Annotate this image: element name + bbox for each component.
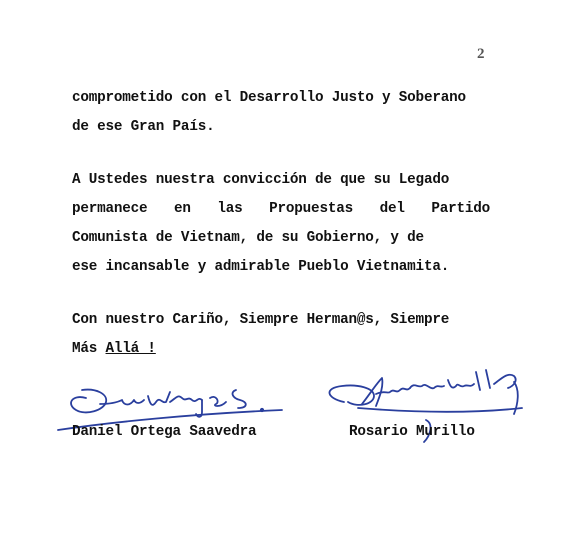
paragraph-legacy	[72, 166, 490, 282]
text-line: comprometido con el Desarrollo Justo y Soberano	[72, 90, 466, 106]
text-line: Con nuestro Cariño, Siempre Herman@s, Siempre	[72, 312, 450, 328]
paragraph-closing-line	[72, 84, 490, 142]
underlined-text: Allá !	[105, 341, 156, 357]
text-line: de ese Gran País.	[72, 119, 215, 135]
page-number: 2	[477, 46, 485, 62]
text-line: ese incansable y admirable Pueblo Vietnamita.	[72, 259, 450, 275]
signatory-name-right: Rosario Murillo	[349, 424, 475, 440]
text-fragment: Más	[72, 341, 106, 357]
text-line: permanece en las Propuestas del Partido	[72, 201, 490, 217]
paragraph-farewell	[72, 306, 490, 364]
text-line: A Ustedes nuestra convicción de que su Legado	[72, 172, 450, 188]
signatory-name-left: Daniel Ortega Saavedra	[72, 424, 257, 440]
text-line: Comunista de Vietnam, de su Gobierno, y de	[72, 230, 424, 246]
